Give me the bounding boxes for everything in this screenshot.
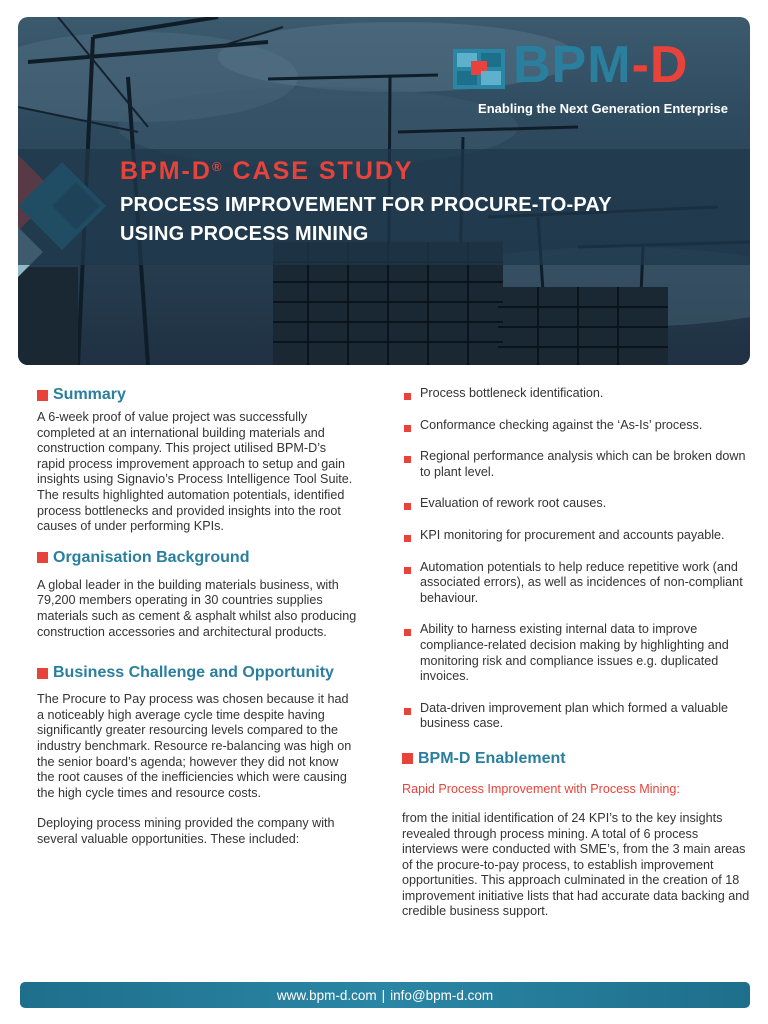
left-column: [37, 384, 357, 847]
logo-squares-icon: [453, 49, 505, 89]
square-bullet-icon: [37, 668, 48, 679]
summary-text: A 6-week proof of value project was successfully completed at an international building materials and construction company. This project utilised BPM-D’s rapid process improvement approach to setup and gain insights using Signavio’s Process Intelligence Tool Suite. The results highlighted automation potentials, identified process bottlenecks and provided insights into the root causes of under performing KPIs.: [37, 410, 353, 534]
square-bullet-icon: [404, 425, 411, 432]
list-item: Process bottleneck identification.: [402, 386, 752, 402]
list-item: Conformance checking against the ‘As-Is’ process.: [402, 418, 752, 434]
list-item: Regional performance analysis which can be broken down to plant level.: [402, 449, 752, 480]
email-link[interactable]: info@bpm-d.com: [390, 987, 494, 1003]
opportunities-intro-text: Deploying process mining provided the company with several valuable opportunities. These included:: [37, 816, 335, 846]
case-study-label: BPM-D® CASE STUDY: [120, 157, 414, 185]
square-bullet-icon: [404, 567, 411, 574]
business-challenge-heading: Business Challenge and Opportunity: [37, 662, 357, 684]
logo-wordmark: BPM-D: [513, 36, 689, 94]
list-item: Ability to harness existing internal data to improve compliance-related decision making by highlighting and monitoring risk and compliance issues e.g. duplicated invoices.: [402, 622, 752, 684]
enablement-subheading: Rapid Process Improvement with Process Mining:: [402, 781, 680, 796]
square-bullet-icon: [404, 535, 411, 542]
square-bullet-icon: [37, 390, 48, 401]
organisation-heading: Organisation Background: [37, 547, 357, 569]
summary-heading: Summary: [37, 384, 357, 406]
organisation-text: A global leader in the building materials business, with 79,200 members operating in 30 countries supplies materials such as cement & asphalt whilst also producing construction accessories and architectural products.: [37, 577, 357, 639]
square-bullet-icon: [404, 629, 411, 636]
opportunities-list: [402, 386, 752, 732]
square-bullet-icon: [404, 708, 411, 715]
right-column: [402, 386, 752, 920]
brand-logo: [453, 31, 728, 121]
square-bullet-icon: [404, 456, 411, 463]
hero-banner: [18, 17, 750, 365]
footer-bar: [20, 982, 750, 1008]
brand-tagline: Enabling the Next Generation Enterprise: [478, 101, 728, 116]
page-title: [120, 191, 720, 249]
list-item: KPI monitoring for procurement and accounts payable.: [402, 528, 752, 544]
square-bullet-icon: [404, 393, 411, 400]
square-bullet-icon: [404, 503, 411, 510]
enablement-text: from the initial identification of 24 KPI’s to the key insights revealed through process mining. A total of 6 process interviews were conducted with SME’s, from the 3 main areas of the procure-to-pay process, to establish improvement opportunities. This approach culminated in the creation of 18 improvement initiative lists that had accurate data backing and credible business support.: [402, 810, 750, 919]
list-item: Data-driven improvement plan which formed a valuable business case.: [402, 701, 752, 732]
list-item: Evaluation of rework root causes.: [402, 496, 752, 512]
website-link[interactable]: www.bpm-d.com: [276, 987, 377, 1003]
title-line-2: USING PROCESS MINING: [120, 223, 369, 245]
title-line-1: PROCESS IMPROVEMENT FOR PROCURE-TO-PAY: [120, 194, 612, 216]
square-bullet-icon: [402, 753, 413, 764]
footer-separator: |: [381, 987, 386, 1003]
business-challenge-text: The Procure to Pay process was chosen because it had a noticeably high average cycle time despite having significantly greater resourcing levels compared to the industry benchmark. Resource re-balancing was high on the senior board’s agenda; however they did not know the root causes of the inefficiencies which were causing the high cycle times and resource costs.: [37, 692, 352, 800]
enablement-heading: BPM-D Enablement: [402, 748, 752, 770]
square-bullet-icon: [37, 552, 48, 563]
list-item: Automation potentials to help reduce repetitive work (and associated errors), as well as incidences of non-compliant behaviour.: [402, 560, 752, 607]
